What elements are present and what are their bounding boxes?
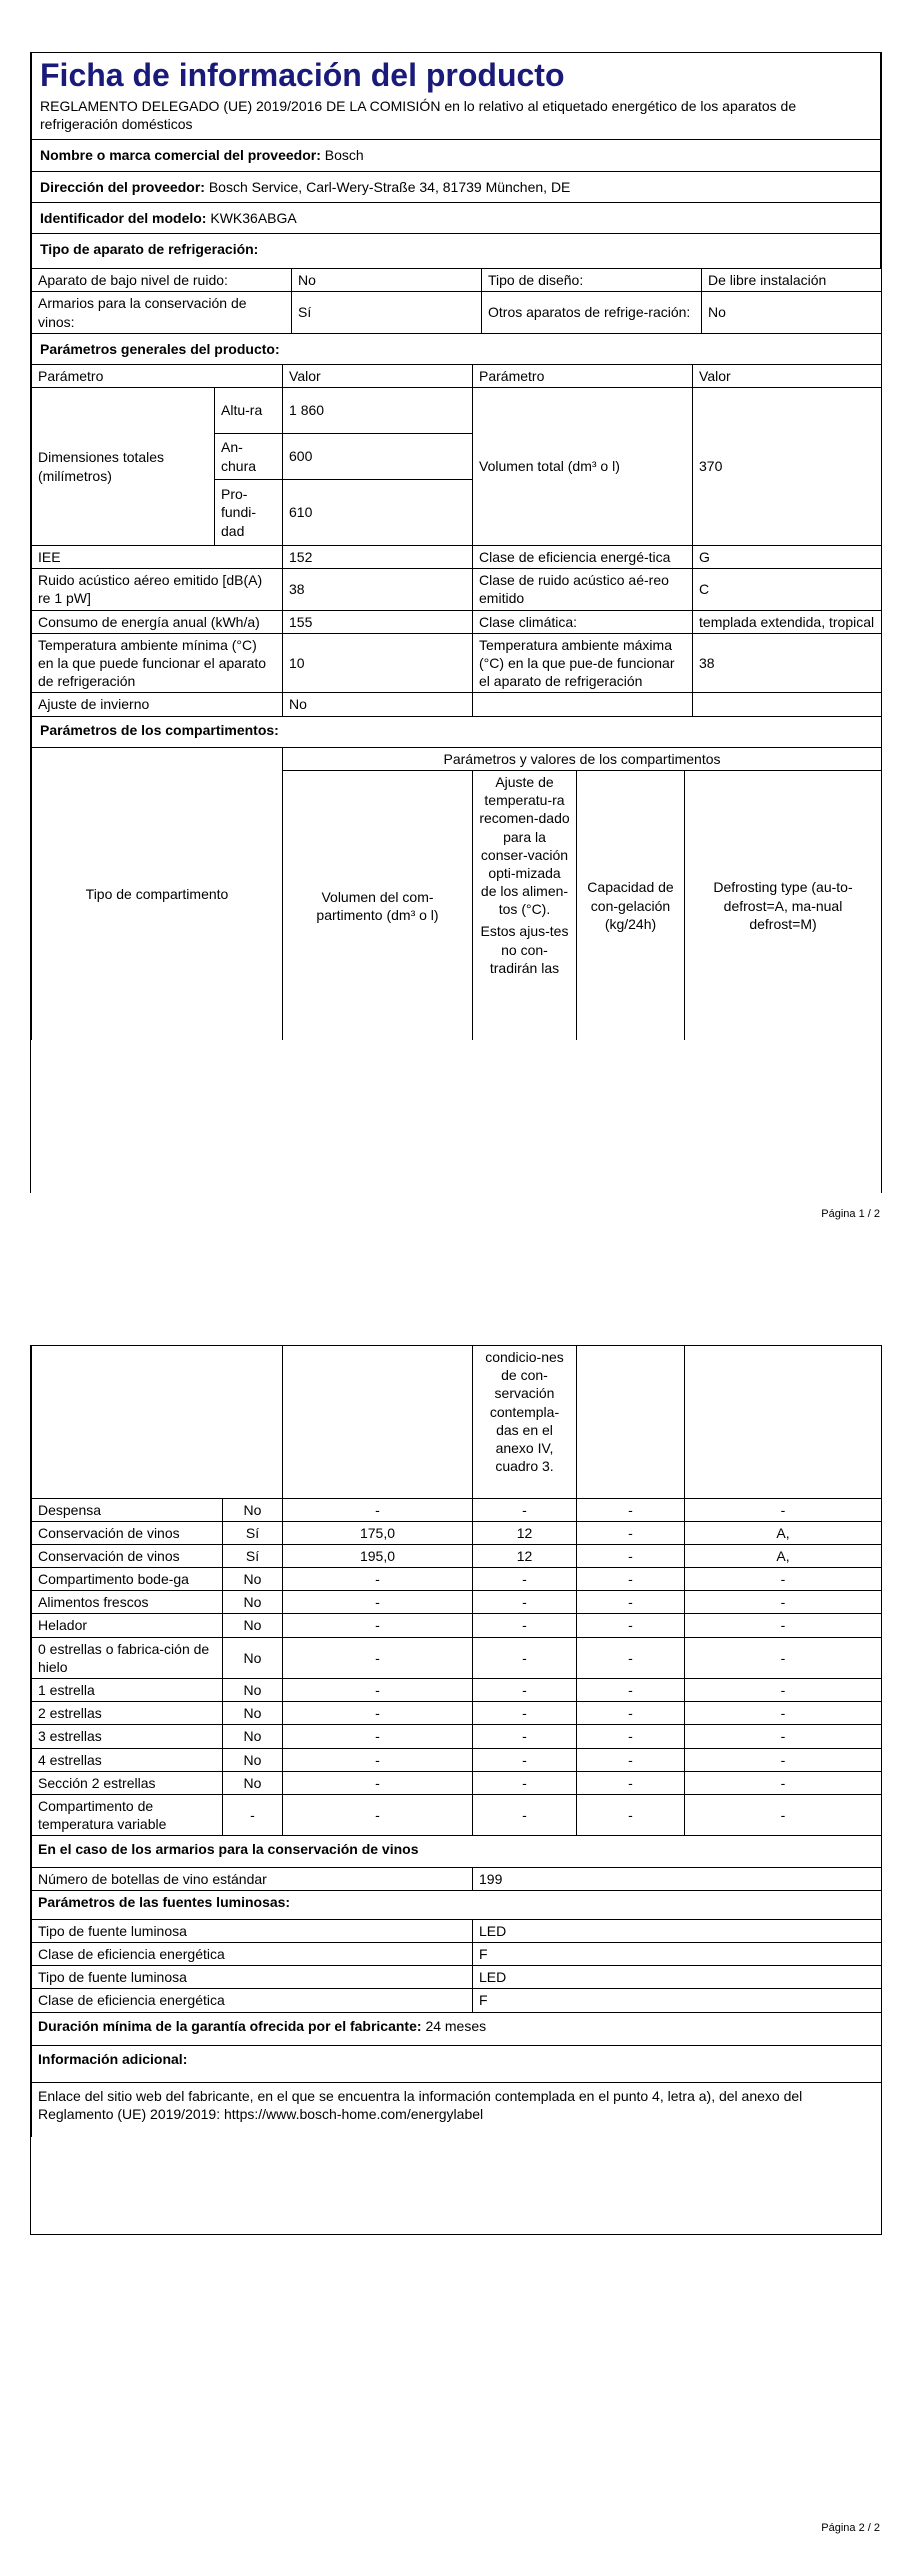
- supplier-name-value: Bosch: [324, 147, 364, 164]
- compartment-volume: -: [283, 1794, 473, 1835]
- compartment-temp: -: [473, 1637, 577, 1678]
- compartment-temp: -: [473, 1498, 577, 1521]
- compartment-defrost: -: [685, 1498, 882, 1521]
- compartments-continued-table: [31, 1346, 882, 1836]
- other-appliance-value: No: [702, 292, 882, 333]
- page-2: [30, 1345, 882, 2235]
- col-header-param-2: Parámetro: [473, 365, 693, 388]
- wine-bottles-value: 199: [473, 1867, 882, 1890]
- compartment-temp: -: [473, 1771, 577, 1794]
- compartment-row: [32, 1771, 882, 1794]
- width-label: An-chura: [215, 434, 283, 480]
- light-type-label: Tipo de fuente luminosa: [32, 1966, 473, 1989]
- winter-value: No: [283, 693, 473, 716]
- compartment-params-group-header: Parámetros y valores de los compartimentos: [283, 748, 882, 771]
- empty-cell: [577, 1346, 685, 1498]
- compartment-temp: -: [473, 1702, 577, 1725]
- compartment-capacity: -: [577, 1794, 685, 1835]
- compartment-row: [32, 1498, 882, 1521]
- compartment-present: No: [223, 1568, 283, 1591]
- other-appliance-label: Otros aparatos de refrige-ración:: [482, 292, 702, 333]
- additional-info-heading: Información adicional:: [32, 2045, 882, 2082]
- max-temp-label: Temperatura ambiente máxima (°C) en la que pue-de funcionar el aparato de refrigeración: [473, 633, 693, 693]
- compartment-defrost: -: [685, 1748, 882, 1771]
- design-value: De libre instalación: [702, 269, 882, 292]
- compartment-row: [32, 1614, 882, 1637]
- compartment-present: No: [223, 1637, 283, 1678]
- guarantee-label: Duración mínima de la garantía ofrecida por el fabricante:: [38, 2017, 422, 2034]
- compartment-present: No: [223, 1591, 283, 1614]
- wine-table: [31, 1836, 882, 2137]
- compartment-temp: -: [473, 1591, 577, 1614]
- compartment-present: No: [223, 1725, 283, 1748]
- compartment-type-header: Tipo de compartimento: [32, 748, 283, 1041]
- supplier-address-row: [32, 171, 881, 202]
- volume-label: Volumen total (dm³ o l): [473, 388, 693, 546]
- compartment-defrost: -: [685, 1591, 882, 1614]
- additional-info-text: Enlace del sitio web del fabricante, en el que se encuentra la información contemplada en el punto 4, letra a), del anexo del Reglamento (UE) 2019/2019: https://www.bosch-home.com/energylabel: [32, 2083, 882, 2138]
- compartment-volume: -: [283, 1614, 473, 1637]
- header-table: [31, 53, 881, 269]
- compartment-volume: -: [283, 1725, 473, 1748]
- compartment-row: [32, 1637, 882, 1678]
- compartment-volume: -: [283, 1637, 473, 1678]
- min-temp-label: Temperatura ambiente mínima (°C) en la que puede funcionar el aparato de refrigeración: [32, 633, 283, 693]
- wine-heading: En el caso de los armarios para la conservación de vinos: [32, 1836, 882, 1867]
- compartment-present: No: [223, 1614, 283, 1637]
- compartment-defrost: -: [685, 1702, 882, 1725]
- compartment-capacity: -: [577, 1591, 685, 1614]
- compartment-temp: 12: [473, 1544, 577, 1567]
- light-type-value: LED: [473, 1966, 882, 1989]
- general-params-table: [31, 365, 882, 748]
- supplier-name-label: Nombre o marca comercial del proveedor:: [40, 147, 321, 164]
- compartment-name: Conservación de vinos: [32, 1544, 223, 1567]
- low-noise-label: Aparato de bajo nivel de ruido:: [32, 269, 292, 292]
- col-header-value: Valor: [283, 365, 473, 388]
- compartment-present: No: [223, 1679, 283, 1702]
- compartment-row: [32, 1521, 882, 1544]
- max-temp-value: 38: [693, 633, 882, 693]
- compartment-capacity: -: [577, 1637, 685, 1678]
- compartment-row: [32, 1544, 882, 1567]
- compartment-name: 2 estrellas: [32, 1702, 223, 1725]
- noise-value: 38: [283, 569, 473, 610]
- compartment-volume: 195,0: [283, 1544, 473, 1567]
- compartment-present: -: [223, 1794, 283, 1835]
- compartment-defrost: -: [685, 1568, 882, 1591]
- compartment-name: Sección 2 estrellas: [32, 1771, 223, 1794]
- noise-class-label: Clase de ruido acústico aé-reo emitido: [473, 569, 693, 610]
- temp-header-part-3: condicio-nes de con-servación contempla-das en el anexo IV, cuadro 3.: [473, 1346, 577, 1498]
- empty-cell: [473, 693, 693, 716]
- width-value: 600: [283, 434, 473, 480]
- page-title: Ficha de información del producto: [32, 53, 881, 95]
- compartment-temp: 12: [473, 1521, 577, 1544]
- low-noise-value: No: [292, 269, 482, 292]
- compartment-defrost: A,: [685, 1544, 882, 1567]
- noise-label: Ruido acústico aéreo emitido [dB(A) re 1 pW]: [32, 569, 283, 610]
- empty-cell: [685, 1346, 882, 1498]
- general-params-heading: Parámetros generales del producto:: [32, 333, 882, 364]
- compartment-defrost: -: [685, 1771, 882, 1794]
- climate-label: Clase climática:: [473, 610, 693, 633]
- model-row: [32, 202, 881, 233]
- wine-bottles-label: Número de botellas de vino estándar: [32, 1867, 473, 1890]
- supplier-name-row: [32, 140, 881, 171]
- compartment-name: 4 estrellas: [32, 1748, 223, 1771]
- iee-label: IEE: [32, 546, 283, 569]
- compartment-present: No: [223, 1748, 283, 1771]
- compartment-row: [32, 1748, 882, 1771]
- compartment-defrost: -: [685, 1614, 882, 1637]
- design-label: Tipo de diseño:: [482, 269, 702, 292]
- compartment-rows: [32, 1498, 882, 1836]
- compartment-row: [32, 1725, 882, 1748]
- compartment-row: [32, 1794, 882, 1835]
- compartment-defrost: A,: [685, 1521, 882, 1544]
- compartment-name: Compartimento bode-ga: [32, 1568, 223, 1591]
- compartment-temp: -: [473, 1748, 577, 1771]
- noise-class-value: C: [693, 569, 882, 610]
- depth-label: Pro-fundi-dad: [215, 480, 283, 546]
- compartment-temp-header: [473, 770, 577, 1040]
- compartment-capacity: -: [577, 1568, 685, 1591]
- compartment-capacity: -: [577, 1544, 685, 1567]
- col-header-value-2: Valor: [693, 365, 882, 388]
- compartment-row: [32, 1679, 882, 1702]
- compartment-name: 3 estrellas: [32, 1725, 223, 1748]
- light-class-value: F: [473, 1943, 882, 1966]
- light-class-label: Clase de eficiencia energética: [32, 1943, 473, 1966]
- temp-header-part-1: Ajuste de temperatu-ra recomen-dado para la conser-vación opti-mizada de los alimen-tos (°C).: [479, 773, 570, 918]
- page-number-2: Página 2 / 2: [821, 2522, 880, 2534]
- col-header-param: Parámetro: [32, 365, 283, 388]
- compartment-present: No: [223, 1771, 283, 1794]
- height-value: 1 860: [283, 388, 473, 434]
- compartment-name: Alimentos frescos: [32, 1591, 223, 1614]
- compartment-name: Compartimento de temperatura variable: [32, 1794, 223, 1835]
- compartment-present: Sí: [223, 1544, 283, 1567]
- compartment-capacity: -: [577, 1771, 685, 1794]
- compartment-defrost: -: [685, 1725, 882, 1748]
- compartment-name: Despensa: [32, 1498, 223, 1521]
- compartment-temp: -: [473, 1679, 577, 1702]
- compartment-volume: -: [283, 1498, 473, 1521]
- height-label: Altu-ra: [215, 388, 283, 434]
- compartment-volume: -: [283, 1679, 473, 1702]
- wine-cabinet-value: Sí: [292, 292, 482, 333]
- volume-value: 370: [693, 388, 882, 546]
- temp-header-part-2: Estos ajus-tes no con-tradirán las: [480, 923, 569, 976]
- compartment-capacity: -: [577, 1521, 685, 1544]
- compartment-defrost: -: [685, 1794, 882, 1835]
- compartment-volume: -: [283, 1748, 473, 1771]
- compartment-row: [32, 1702, 882, 1725]
- compartment-temp: -: [473, 1614, 577, 1637]
- guarantee-value: 24 meses: [425, 2017, 487, 2034]
- climate-value: templada extendida, tropical: [693, 610, 882, 633]
- empty-cell: [693, 693, 882, 716]
- compartment-defrost-header: Defrosting type (au-to-defrost=A, ma-nual defrost=M): [685, 770, 882, 1040]
- compartment-volume: -: [283, 1591, 473, 1614]
- compartment-present: No: [223, 1498, 283, 1521]
- light-type-value: LED: [473, 1919, 882, 1942]
- model-label: Identificador del modelo:: [40, 209, 207, 226]
- compartment-capacity-header: Capacidad de con-gelación (kg/24h): [577, 770, 685, 1040]
- compartment-volume: -: [283, 1771, 473, 1794]
- dimensions-label: Dimensiones totales (milímetros): [32, 388, 215, 546]
- compartment-present: No: [223, 1702, 283, 1725]
- guarantee-row: [32, 2012, 882, 2045]
- compartment-defrost: -: [685, 1679, 882, 1702]
- compartment-capacity: -: [577, 1725, 685, 1748]
- compartment-capacity: -: [577, 1614, 685, 1637]
- eff-class-value: G: [693, 546, 882, 569]
- eff-class-label: Clase de eficiencia energé-tica: [473, 546, 693, 569]
- compartment-name: 0 estrellas o fabrica-ción de hielo: [32, 1637, 223, 1678]
- compartment-capacity: -: [577, 1679, 685, 1702]
- compartment-temp: -: [473, 1568, 577, 1591]
- compartment-capacity: -: [577, 1498, 685, 1521]
- compartment-volume: 175,0: [283, 1521, 473, 1544]
- light-class-value: F: [473, 1989, 882, 2012]
- lighting-heading: Parámetros de las fuentes luminosas:: [32, 1890, 882, 1919]
- compartment-name: Conservación de vinos: [32, 1521, 223, 1544]
- appliance-type-heading: Tipo de aparato de refrigeración:: [32, 233, 881, 268]
- supplier-address-label: Dirección del proveedor:: [40, 178, 205, 195]
- compartments-heading: Parámetros de los compartimentos:: [32, 716, 882, 747]
- compartment-volume: -: [283, 1568, 473, 1591]
- iee-value: 152: [283, 546, 473, 569]
- regulation-subtitle: REGLAMENTO DELEGADO (UE) 2019/2016 DE LA COMISIÓN en lo relativo al etiquetado energético de los aparatos de refrigeración domésticos: [32, 95, 881, 140]
- supplier-address-value: Bosch Service, Carl-Wery-Straße 34, 81739 München, DE: [208, 178, 571, 195]
- compartment-row: [32, 1591, 882, 1614]
- empty-cell: [283, 1346, 473, 1498]
- appliance-type-table: [31, 269, 882, 365]
- compartment-defrost: -: [685, 1637, 882, 1678]
- page-number-1: Página 1 / 2: [821, 1208, 880, 1220]
- compartment-capacity: -: [577, 1702, 685, 1725]
- compartments-header-table: [31, 748, 882, 1041]
- compartment-name: Helador: [32, 1614, 223, 1637]
- compartment-temp: -: [473, 1725, 577, 1748]
- light-type-label: Tipo de fuente luminosa: [32, 1919, 473, 1942]
- compartment-volume-header: Volumen del com-partimento (dm³ o l): [283, 770, 473, 1040]
- compartment-capacity: -: [577, 1748, 685, 1771]
- page-1: [30, 52, 882, 1193]
- compartment-row: [32, 1568, 882, 1591]
- empty-cell: [32, 1346, 283, 1498]
- compartment-temp: -: [473, 1794, 577, 1835]
- compartment-name: 1 estrella: [32, 1679, 223, 1702]
- energy-label: Consumo de energía anual (kWh/a): [32, 610, 283, 633]
- wine-cabinet-label: Armarios para la conservación de vinos:: [32, 292, 292, 333]
- depth-value: 610: [283, 480, 473, 546]
- compartment-volume: -: [283, 1702, 473, 1725]
- light-class-label: Clase de eficiencia energética: [32, 1989, 473, 2012]
- compartment-present: Sí: [223, 1521, 283, 1544]
- energy-value: 155: [283, 610, 473, 633]
- winter-label: Ajuste de invierno: [32, 693, 283, 716]
- min-temp-value: 10: [283, 633, 473, 693]
- model-value: KWK36ABGA: [210, 209, 297, 226]
